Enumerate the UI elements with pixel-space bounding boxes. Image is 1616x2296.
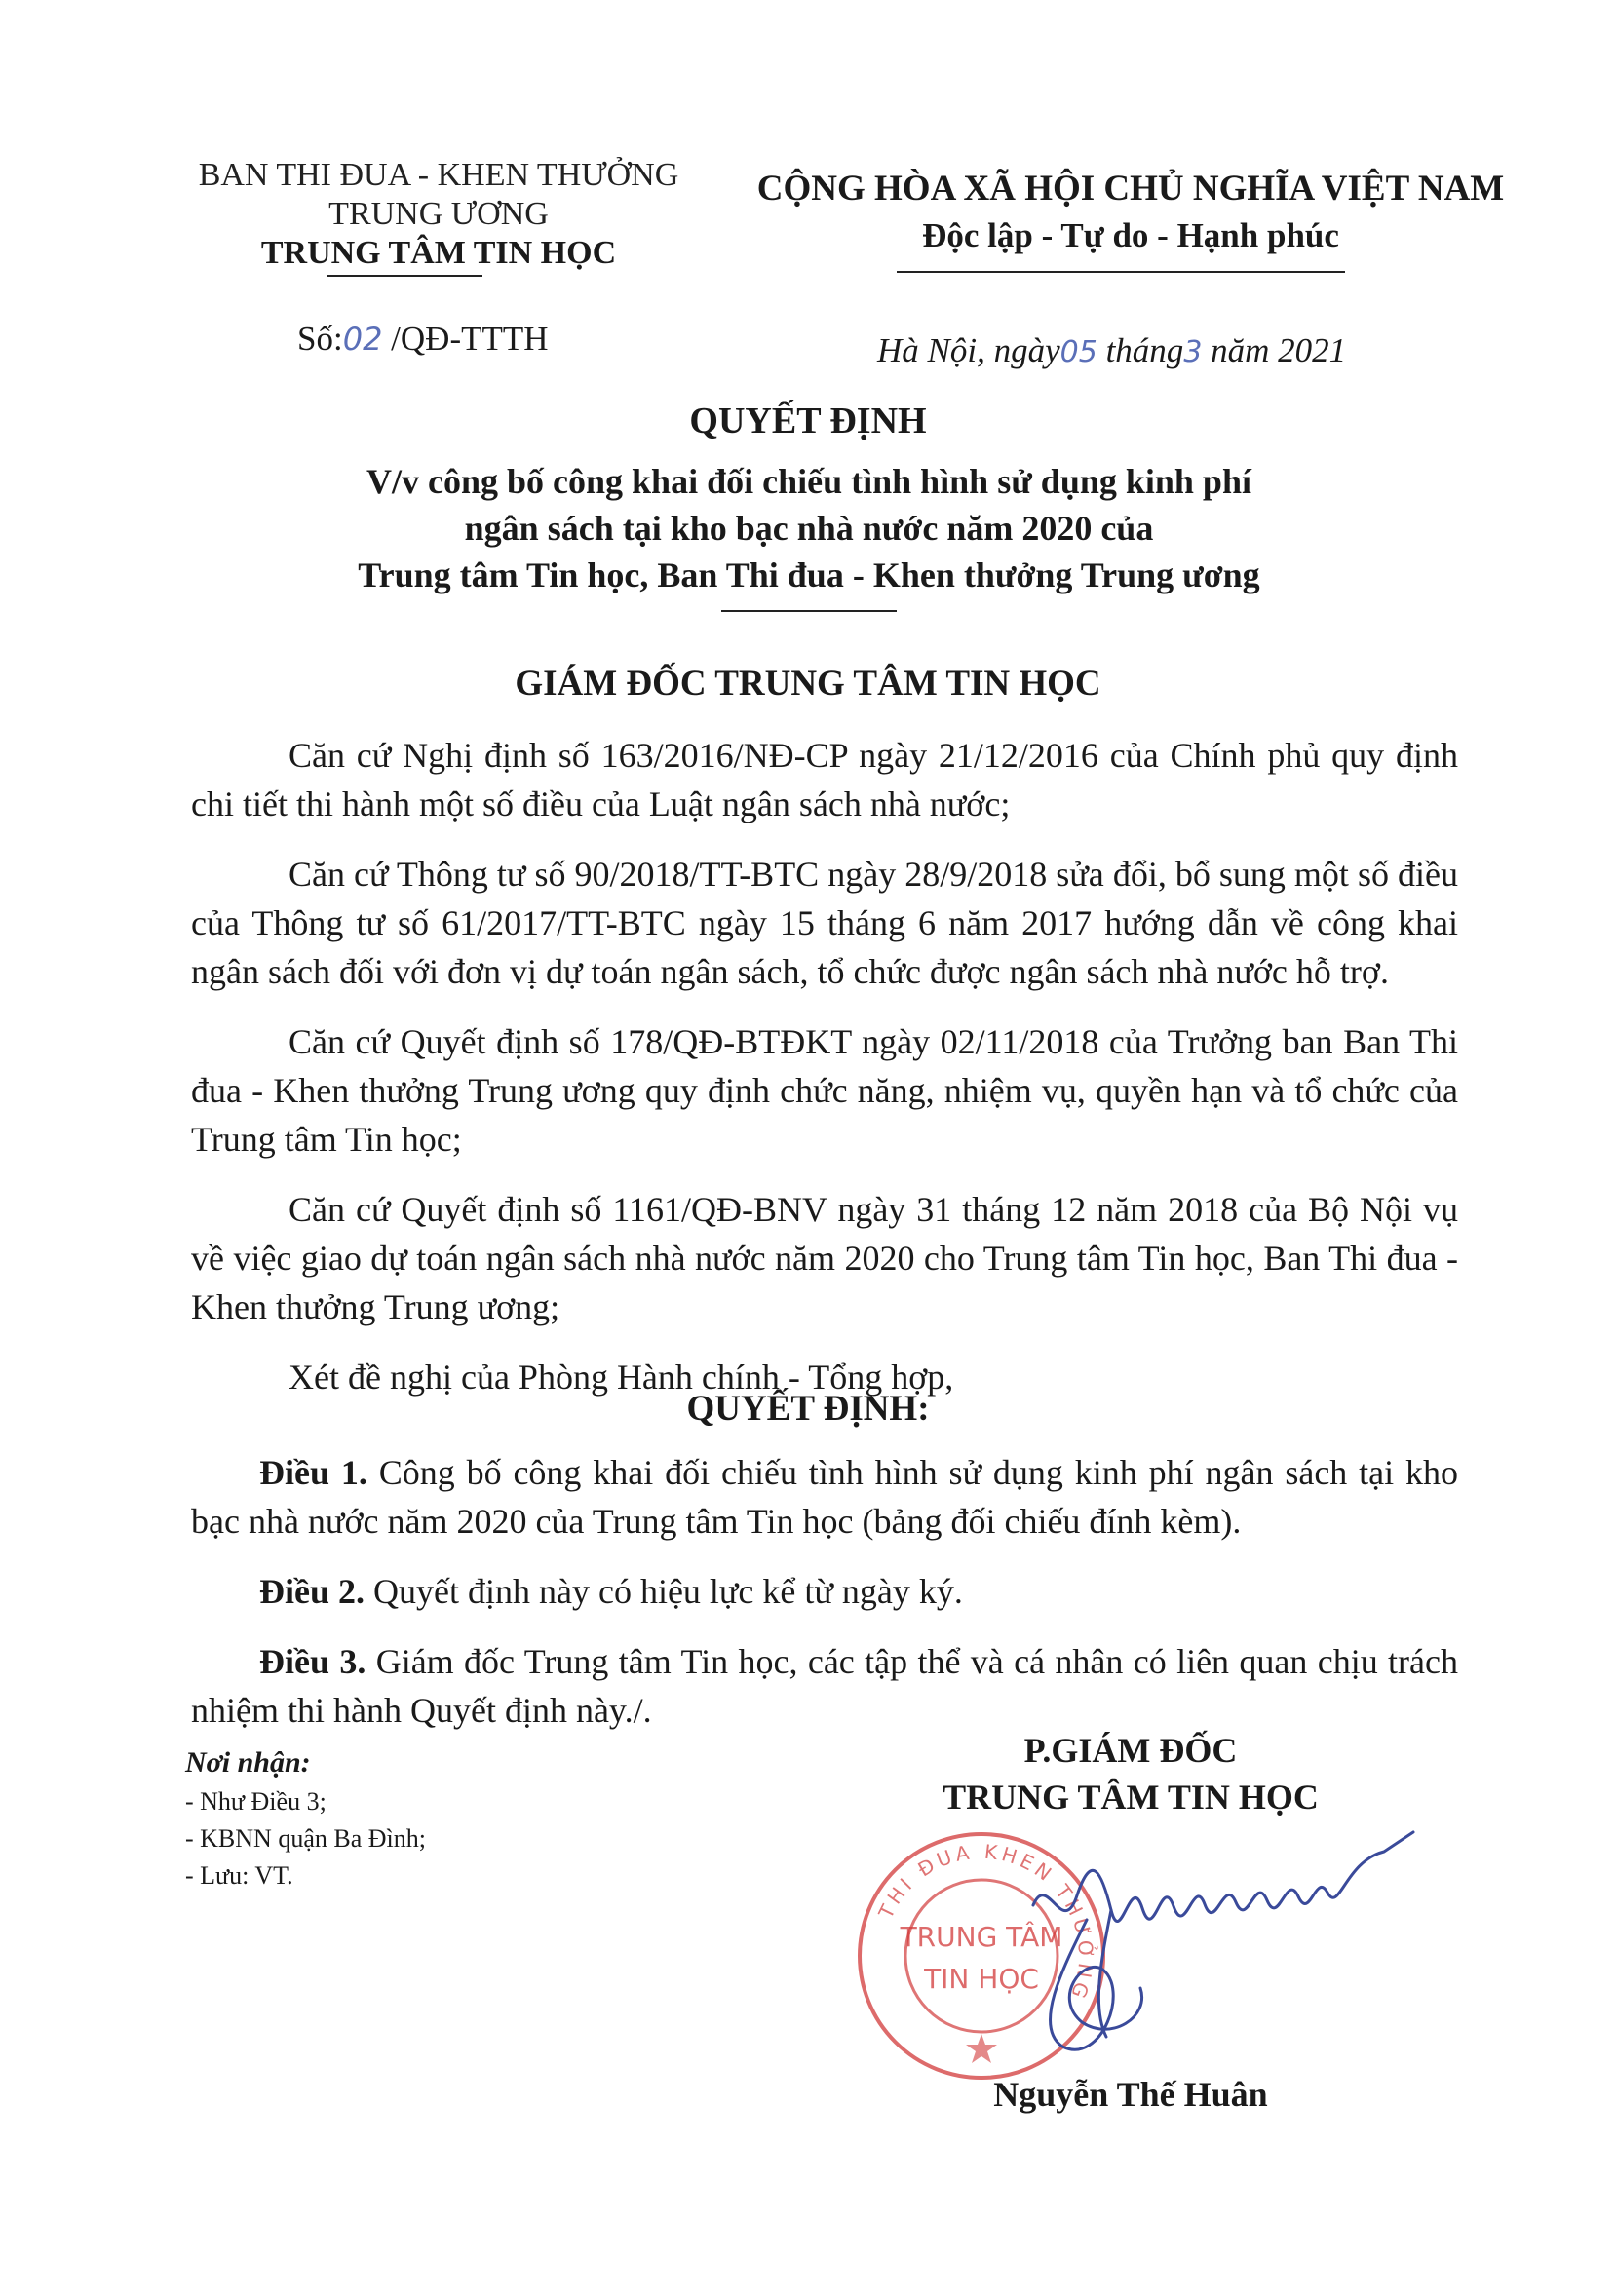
basis-paragraph: Căn cứ Thông tư số 90/2018/TT-BTC ngày 28/9/2018 sửa đổi, bổ sung một số điều của Thông tư số 61/2017/TT-BTC ngày 15 tháng 6 năm 2017 hướng dẫn về công khai ngân sách đối với đơn vị dự toán ngân sách, tổ chức được ngân sách nhà nước hỗ trợ.: [191, 855, 1458, 991]
document-title: QUYẾT ĐỊNH: [689, 401, 927, 441]
signer-name: Nguyễn Thế Huân: [993, 2075, 1268, 2114]
recipient-item: - Lưu: VT.: [185, 1861, 293, 1890]
issuing-agency: [175, 156, 702, 273]
number-handwritten: 02: [342, 321, 383, 358]
subject-line-2: ngân sách tại kho bạc nhà nước năm 2020 của: [464, 509, 1154, 548]
date-month: 3: [1183, 335, 1203, 369]
authority-heading: GIÁM ĐỐC TRUNG TÂM TIN HỌC: [515, 664, 1101, 704]
recipient-item: - KBNN quận Ba Đình;: [185, 1824, 426, 1853]
basis-paragraph: Căn cứ Nghị định số 163/2016/NĐ-CP ngày 21/12/2016 của Chính phủ quy định chi tiết thi hành một số điều của Luật ngân sách nhà nước;: [191, 736, 1458, 823]
articles: [191, 1448, 1458, 1756]
agency-line-1: BAN THI ĐUA - KHEN THƯỞNG: [198, 157, 679, 193]
document-subject: [175, 458, 1443, 598]
date-place: Hà Nội, ngày: [877, 331, 1060, 369]
agency-underline: [327, 275, 482, 277]
article-1: [191, 1448, 1458, 1546]
article-1-label: Điều 1.: [259, 1453, 367, 1492]
document-number: [297, 320, 549, 359]
basis-paragraph: Căn cứ Quyết định số 178/QĐ-BTĐKT ngày 02/11/2018 của Trưởng ban Ban Thi đua - Khen thưởng Trung ương quy định chức năng, nhiệm vụ, quyền hạn và tổ chức của Trung tâm Tin học;: [191, 1022, 1458, 1159]
handwritten-signature-icon: [994, 1813, 1423, 2066]
agency-line-2: TRUNG ƯƠNG: [328, 196, 549, 232]
recipients: [185, 1744, 426, 1894]
legal-bases: [191, 731, 1458, 1423]
number-suffix: /QĐ-TTTH: [391, 320, 549, 358]
article-3-text: Giám đốc Trung tâm Tin học, các tập thể và cá nhân có liên quan chịu trách nhiệm thi hành Quyết định này./.: [191, 1642, 1458, 1730]
decision-heading: QUYẾT ĐỊNH:: [686, 1389, 930, 1429]
motto-underline: [897, 271, 1345, 273]
article-3: [191, 1637, 1458, 1735]
svg-text:TIN HỌC: TIN HỌC: [924, 1963, 1039, 1995]
subject-line-1: V/v công bố công khai đối chiếu tình hình sử dụng kinh phí: [366, 462, 1251, 501]
article-3-label: Điều 3.: [259, 1642, 366, 1681]
agency-unit: TRUNG TÂM TIN HỌC: [260, 235, 617, 271]
number-prefix: Số:: [297, 320, 343, 358]
signer-position: P.GIÁM ĐỐC: [1023, 1731, 1238, 1770]
recipients-heading: Nơi nhận:: [185, 1746, 311, 1779]
national-motto: Độc lập - Tự do - Hạnh phúc: [922, 216, 1339, 254]
issue-date: [877, 331, 1346, 370]
signature-title: [858, 1727, 1404, 1820]
basis-paragraph: Xét đề nghị của Phòng Hành chính - Tổng hợp,: [289, 1358, 954, 1397]
basis-paragraph: Căn cứ Quyết định số 1161/QĐ-BNV ngày 31 tháng 12 năm 2018 của Bộ Nội vụ về việc giao dự toán ngân sách nhà nước năm 2020 cho Trung tâm Tin học, Ban Thi đua - Khen thưởng Trung ương;: [191, 1190, 1458, 1326]
subject-line-3: Trung tâm Tin học, Ban Thi đua - Khen thưởng Trung ương: [358, 555, 1260, 594]
svg-text:TRUNG TÂM: TRUNG TÂM: [900, 1921, 1063, 1953]
date-year: năm 2021: [1202, 331, 1347, 369]
signer-unit: TRUNG TÂM TIN HỌC: [943, 1778, 1319, 1817]
date-day: 05: [1059, 335, 1097, 369]
article-2-text: Quyết định này có hiệu lực kể từ ngày ký.: [365, 1572, 963, 1611]
country-name: CỘNG HÒA XÃ HỘI CHỦ NGHĨA VIỆT NAM: [756, 169, 1505, 209]
article-1-text: Công bố công khai đối chiếu tình hình sử dụng kinh phí ngân sách tại kho bạc nhà nước năm 2020 của Trung tâm Tin học (bảng đối chiếu đính kèm).: [191, 1453, 1458, 1541]
subject-underline: [721, 610, 897, 612]
national-header: [750, 166, 1511, 259]
svg-text:THI ĐUA KHEN THƯỞNG: THI ĐUA KHEN THƯỞNG: [873, 1839, 1098, 2006]
date-month-label: tháng: [1097, 331, 1184, 369]
recipient-item: - Như Điều 3;: [185, 1787, 327, 1816]
article-2: [191, 1567, 1458, 1616]
article-2-label: Điều 2.: [259, 1572, 365, 1611]
